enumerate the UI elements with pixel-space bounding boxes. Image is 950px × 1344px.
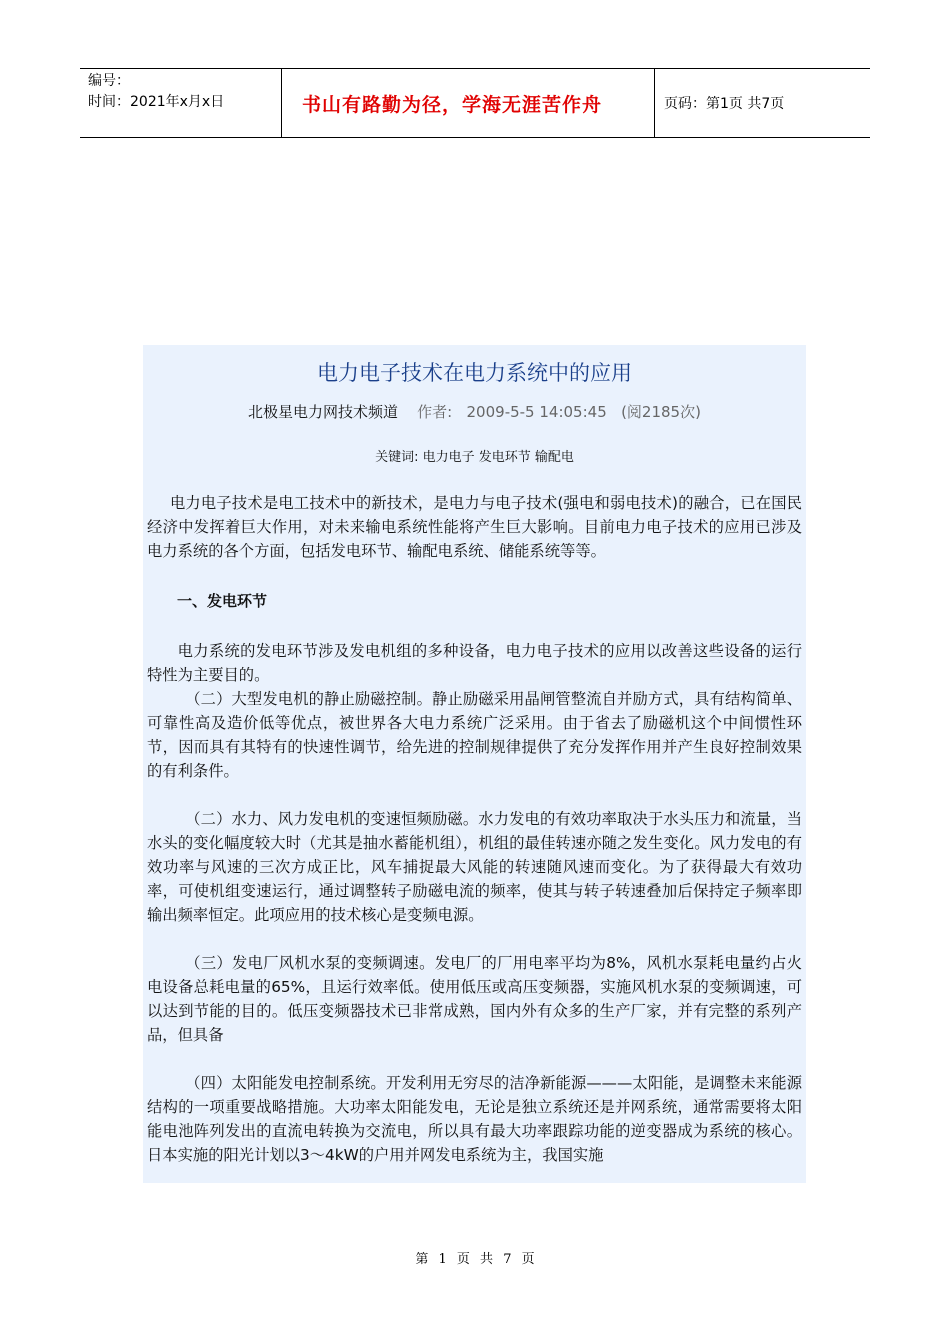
article-source: 北极星电力网技术频道: [248, 403, 399, 421]
paragraph-1: 电力系统的发电环节涉及发电机组的多种设备，电力电子技术的应用以改善这些设备的运行特性为主要目的。: [147, 642, 802, 684]
paragraph-4: （三）发电厂风机水泵的变频调速。发电厂的厂用电率平均为8%，风机水泵耗电量约占火电设备总耗电量的65%，且运行效率低。使用低压或高压变频器，实施风机水泵的变频调速，可以达到节能的目的。低压变频器技术已非常成熟，国内外有众多的生产厂家，并有完整的系列产品，但具备: [147, 954, 802, 1044]
header-left-cell: [80, 69, 282, 137]
author-label: 作者:: [417, 403, 453, 421]
section-title: 一、发电环节: [177, 592, 268, 610]
article-title: 电力电子技术在电力系统中的应用: [317, 361, 632, 385]
article-content: [147, 491, 802, 1167]
paragraph-3: （二）水力、风力发电机的变速恒频励磁。水力发电的有效功率取决于水头压力和流量，当水头的变化幅度较大时（尤其是抽水蓄能机组），机组的最佳转速亦随之发生变化。风力发电的有效功率与风速的三次方成正比，风车捕捉最大风能的转速随风速而变化。为了获得最大有效功率，可使机组变速运行，通过调整转子励磁电流的频率，使其与转子转速叠加后保持定子频率即输出频率恒定。此项应用的技术核心是变频电源。: [147, 810, 802, 924]
time-label: 时间：2021年x月x日: [88, 94, 225, 110]
read-count: (阅2185次): [621, 403, 701, 421]
article-meta: [147, 401, 802, 422]
paragraph-5: （四）太阳能发电控制系统。开发利用无穷尽的洁净新能源———太阳能，是调整未来能源结构的一项重要战略措施。大功率太阳能发电，无论是独立系统还是并网系统，通常需要将太阳能电池阵列发出的直流电转换为交流电，所以具有最大功率跟踪功能的逆变器成为系统的核心。日本实施的阳光计划以3～4kW的户用并网发电系统为主，我国实施: [147, 1074, 802, 1164]
header-table: [80, 68, 870, 138]
intro-paragraph: 电力电子技术是电工技术中的新技术，是电力与电子技术(强电和弱电技术)的融合，已在国民经济中发挥着巨大作用，对未来输电系统性能将产生巨大影响。目前电力电子技术的应用已涉及电力系统的各个方面，包括发电环节、输配电系统、储能系统等等。: [147, 494, 802, 560]
motto: 书山有路勤为径，学海无涯苦作舟: [282, 69, 655, 137]
article-datetime: 2009-5-5 14:05:45: [466, 403, 607, 421]
number-label: 编号：: [88, 73, 130, 89]
keywords: 关键词: 电力电子 发电环节 输配电: [375, 450, 574, 465]
page-footer: 第 1 页 共 7 页: [415, 1252, 535, 1267]
article-body: [143, 345, 806, 1183]
page-info: 页码：第1页 共7页: [664, 96, 785, 112]
paragraph-2: （二）大型发电机的静止励磁控制。静止励磁采用晶闸管整流自并励方式，具有结构简单、可靠性高及造价低等优点，被世界各大电力系统广泛采用。由于省去了励磁机这个中间惯性环节，因而具有其特有的快速性调节，给先进的控制规律提供了充分发挥作用并产生良好控制效果的有利条件。: [147, 690, 802, 780]
